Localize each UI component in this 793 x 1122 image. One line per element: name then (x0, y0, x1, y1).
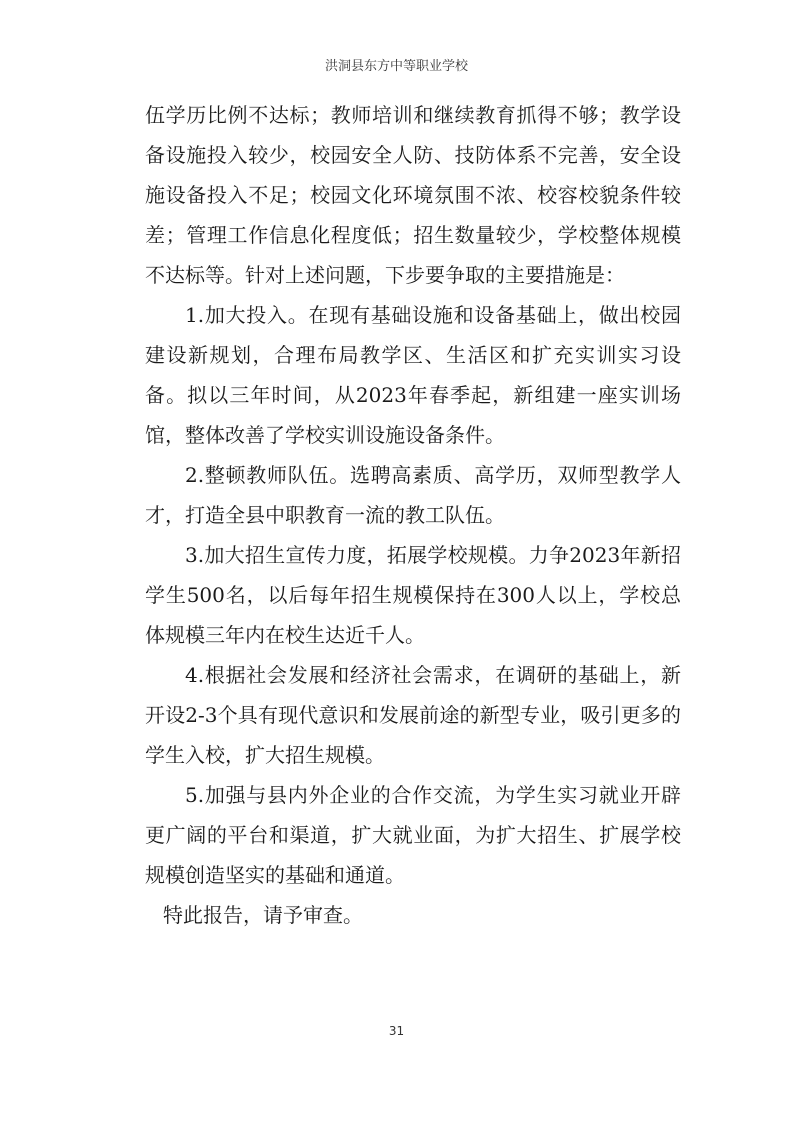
page-header (0, 55, 793, 74)
paragraph-measure-4: 4.根据社会发展和经济社会需求，在调研的基础上，新开设2-3个具有现代意识和发展前途的新型专业，吸引更多的学生入校，扩大招生规模。 (145, 663, 681, 767)
paragraph-measure-3: 3.加大招生宣传力度，拓展学校规模。力争2023年新招学生500名，以后每年招生规模保持在300人以上，学校总体规模三年内在校生达近千人。 (145, 543, 681, 647)
document-body (145, 95, 681, 935)
paragraph-measure-2: 2.整顿教师队伍。选聘高素质、高学历，双师型教学人才，打造全县中职教育一流的教工队伍。 (145, 463, 681, 527)
header-title: 洪洞县东方中等职业学校 (324, 59, 468, 74)
page-number-value: 31 (388, 1024, 405, 1038)
paragraph-measure-5: 5.加强与县内外企业的合作交流，为学生实习就业开辟更广阔的平台和渠道，扩大就业面，为扩大招生、扩展学校规模创造坚实的基础和通道。 (145, 783, 681, 887)
paragraph-closing: 特此报告，请予审查。 (163, 903, 363, 927)
paragraph-continuation: 伍学历比例不达标；教师培训和继续教育抓得不够；教学设备设施投入较少，校园安全人防、技防体系不完善，安全设施设备投入不足；校园文化环境氛围不浓、校容校貌条件较差；管理工作信息化程度低；招生数量较少，学校整体规模不达标等。针对上述问题，下步要争取的主要措施是： (145, 103, 681, 287)
page-number (0, 1024, 793, 1038)
paragraph-measure-1: 1.加大投入。在现有基础设施和设备基础上，做出校园建设新规划，合理布局教学区、生活区和扩充实训实习设备。拟以三年时间，从2023年春季起，新组建一座实训场馆，整体改善了学校实训设施设备条件。 (145, 303, 681, 447)
